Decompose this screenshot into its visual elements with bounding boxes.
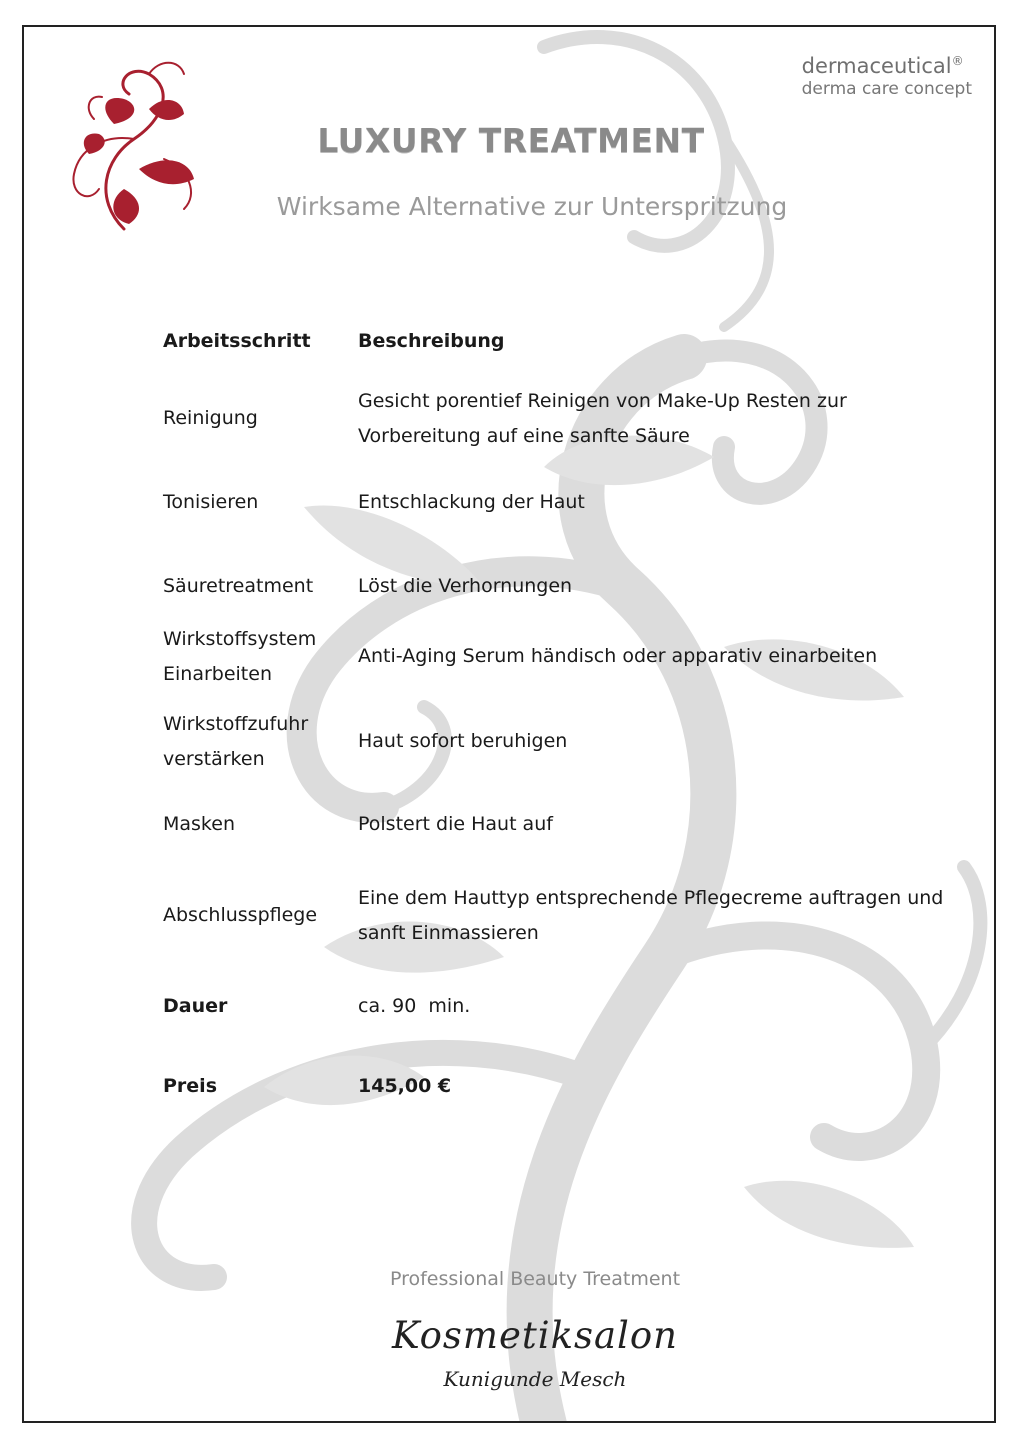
- row-step: Wirkstoffzufuhr verstärken: [163, 712, 309, 770]
- row-desc: Löst die Verhornungen: [358, 574, 573, 597]
- duration-label: Dauer: [163, 994, 228, 1017]
- row-desc: Haut sofort beruhigen: [358, 730, 568, 752]
- row-step: Masken: [163, 812, 235, 835]
- price-row: [163, 1068, 953, 1104]
- price-value: 145,00 €: [358, 1074, 452, 1097]
- row-step: Abschlusspflege: [163, 904, 318, 926]
- document-frame: [22, 25, 996, 1423]
- price-label: Preis: [163, 1074, 218, 1097]
- duration-row: [163, 988, 953, 1024]
- table-row: [163, 383, 953, 454]
- table-row: [163, 568, 953, 604]
- table-row: [163, 706, 953, 777]
- table-row: [163, 621, 953, 692]
- header-desc: Beschreibung: [358, 329, 505, 352]
- treatment-table: [163, 323, 953, 1104]
- row-step: Wirkstoffsystem Einarbeiten: [163, 627, 317, 685]
- header-step: Arbeitsschritt: [163, 329, 311, 352]
- row-desc: Anti-Aging Serum händisch oder apparativ einarbeiten: [358, 645, 878, 667]
- brand-logo: [802, 49, 972, 100]
- page-subtitle: Wirksame Alternative zur Unterspritzung: [276, 192, 788, 221]
- row-step: Tonisieren: [163, 490, 259, 513]
- page-title: LUXURY TREATMENT: [317, 121, 705, 160]
- table-row: [163, 880, 953, 951]
- duration-value: ca. 90 min.: [358, 994, 471, 1017]
- salon-owner: Kunigunde Mesch: [443, 1367, 627, 1391]
- salon-name: Kosmetiksalon: [391, 1314, 678, 1357]
- row-desc: Polstert die Haut auf: [358, 812, 553, 835]
- brand-name: dermaceutical®: [801, 54, 964, 78]
- registered-mark: ®: [951, 54, 964, 68]
- row-step: Reinigung: [163, 407, 258, 429]
- row-step: Säuretreatment: [163, 574, 314, 597]
- table-row: [163, 484, 953, 520]
- footer-tagline: Professional Beauty Treatment: [389, 1268, 681, 1290]
- row-desc: Entschlackung der Haut: [358, 490, 585, 513]
- brand-tagline: derma care concept: [801, 79, 972, 99]
- table-row: [163, 806, 953, 842]
- row-desc: Eine dem Hauttyp entsprechende Pflegecreme auftragen und sanft Einmassieren: [358, 886, 944, 944]
- table-header: [163, 323, 953, 359]
- row-desc: Gesicht porentief Reinigen von Make-Up Resten zur Vorbereitung auf eine sanfte Säure: [358, 389, 847, 447]
